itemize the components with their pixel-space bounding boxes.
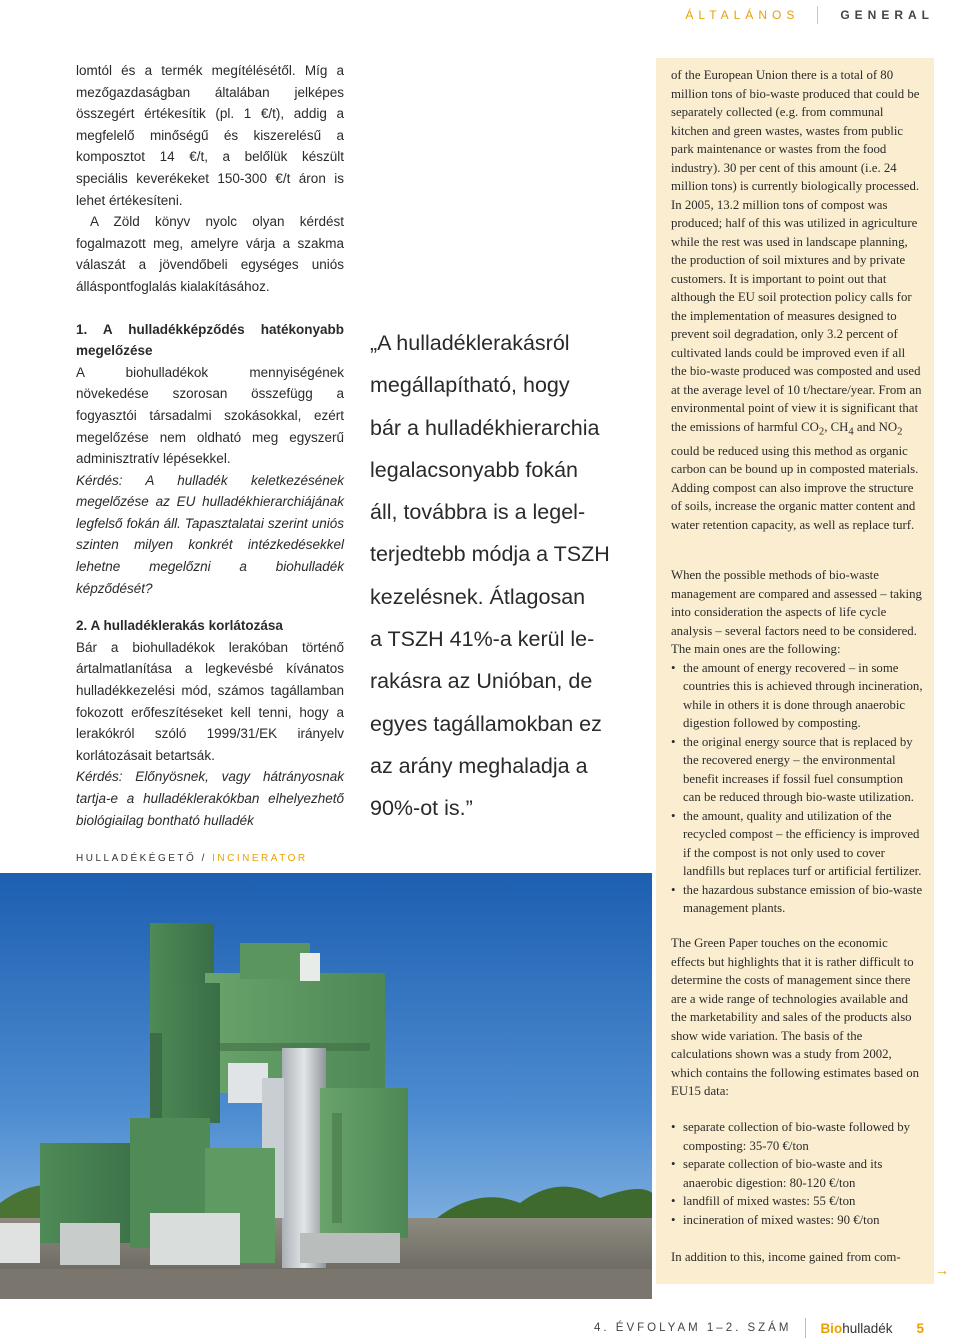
section-label-hu: ÁLTALÁNOS (685, 8, 800, 22)
list-item: • separate collection of bio-waste followed by composting: 35-70 €/ton (671, 1118, 923, 1155)
article-paragraph: A Zöld könyv nyolc olyan kérdést fogalmazott meg, amelyre várja a szakma válaszát a jövendőbeli egységes uniós álláspontfoglalás kialakításához. (76, 214, 344, 294)
pull-quote-line: áll, továbbra is a legel- (370, 500, 586, 525)
question-paragraph: Kérdés: Előnyösnek, vagy hátrányosnak tartja-e a hulladéklerakókban elhelyezhető biológiailag bontható hulladék (76, 769, 344, 828)
pull-quote-line: bár a hulladékhierarchia (370, 415, 600, 440)
article-paragraph: Bár a biohulladékok lerakóban történő ártalmatlanítása a legkevésbé kívánatos hulladékkezelési mód, számos tagállamban fokozott erőfeszítéseket kell tenni, hogy a lerakókról szóló 1999/31/EK irányelv korlátozásait betartsák. (76, 639, 344, 763)
list-item: • incineration of mixed wastes: 90 €/ton (671, 1211, 923, 1230)
continue-arrow-icon: → (935, 1262, 949, 1278)
pull-quote (370, 322, 640, 830)
pull-quote-line: kezelésnek. Átlagosan (370, 584, 586, 609)
sidebar-text: could be reduced using this method as organic carbon can be bound up in composted materials. Adding compost can also improve the structure of soils, increase the organic matter content and water retention capacity, as well as replace turf. (671, 443, 919, 532)
sidebar-text: and NO (853, 419, 898, 434)
sidebar-body-1 (671, 66, 923, 534)
issue-label: 4. ÉVFOLYAM 1–2. SZÁM (594, 1322, 792, 1334)
caption-en: INCINERATOR (212, 853, 308, 864)
header-divider (817, 6, 818, 24)
sidebar-paragraph: The Green Paper touches on the economic effects but highlights that it is rather difficult to determine the costs of management since there are a wide range of technologies available and the marketability and sales of the products also show wide variation. The basis of the calculations shown was a study from 2002, which contains the following estimates based on EU15 data: (671, 936, 920, 1098)
list-item: • the amount of energy recovered – in some countries this is achieved through incineration, while in others it is done through anaerobic digestion followed by composting. (671, 659, 923, 733)
section-heading: 1. A hulladékképződés hatékonyabb megelőzése (76, 321, 344, 359)
sidebar-paragraph: In addition to this, income gained from com- (671, 1250, 901, 1264)
pull-quote-line: terjedtebb módja a TSZH (370, 542, 610, 567)
pull-quote-line: „A hulladéklerakásról (370, 331, 570, 355)
pull-quote-line: egyes tagállamokban ez (370, 711, 602, 736)
page-footer (594, 1318, 924, 1338)
subscript-4: 4 (848, 426, 854, 438)
sidebar-body-5 (671, 1248, 923, 1267)
page-number: 5 (916, 1320, 924, 1336)
pull-quote-line: rakásra az Unióban, de (370, 669, 593, 694)
pull-quote-line: a TSZH 41%-a kerül le- (370, 627, 595, 652)
sidebar-text: , CH (824, 419, 849, 434)
caption-hu: HULLADÉKÉGETŐ (76, 853, 197, 864)
caption-separator: / (196, 853, 213, 864)
sidebar-body-4 (671, 1118, 923, 1229)
list-item: • the hazardous substance emission of bio-waste management plants. (671, 881, 923, 918)
sidebar-body-3 (671, 934, 923, 1101)
factor-list (671, 659, 923, 918)
photo-caption (76, 853, 308, 864)
brand-bio: Bio (820, 1320, 843, 1336)
pull-quote-line: legalacsonyabb fokán (370, 457, 578, 482)
pull-quote-line: megállapítható, hogy (370, 373, 570, 398)
incinerator-photo (0, 873, 652, 1299)
question-paragraph: Kérdés: A hulladék keletkezésének megelőzése az EU hulladékhierarchiájának legfelső fokán áll. Tapasztalatai szerint uniós szinten milyen konkrét intézkedésekkel lehetne megelőzni a biohulladék képződését? (76, 472, 344, 596)
footer-divider (805, 1318, 806, 1338)
english-sidebar (656, 58, 934, 1284)
section-heading: 2. A hulladéklerakás korlátozása (76, 618, 283, 634)
pull-quote-line: 90%-ot is.” (370, 796, 473, 821)
page-header (685, 6, 934, 24)
list-item: • landfill of mixed wastes: 55 €/ton (671, 1192, 923, 1211)
subscript-2: 2 (897, 426, 903, 438)
sidebar-text: of the European Union there is a total of 80 million tons of bio-waste produced that could be separately collected (e.g. from communal kitchen and green wastes, wastes from public park maintenance or wastes from the food industry). 30 per cent of this amount (i.e. 24 million tons) is currently biologically processed. In 2005, 13.2 million tons of compost was produced; half of this was utilized in agriculture while the rest was used in landscape planning, the production of soil mixtures and by private customers. It is important to point out that although the EU soil protection policy calls for the implementation of measures designed to prevent soil degradation, only 3.2 percent of cultivated lands could be improved even if all the bio-waste produced was composted and used at the average level of 10 t/hectare/year. From an environmental point of view it is significant that the emissions of harmful CO (671, 68, 922, 434)
list-item: • the original energy source that is replaced by the recovered energy – the environmental benefit increases if fossil fuel consumption can be reduced through bio-waste utilization. (671, 733, 923, 807)
section-label-en: GENERAL (840, 8, 934, 22)
cost-list (671, 1118, 923, 1229)
brand-name: hulladék (842, 1320, 893, 1336)
sidebar-paragraph (671, 66, 923, 534)
subscript-2: 2 (818, 426, 825, 438)
article-paragraph: lomtól és a termék megítélésétől. Míg a mezőgazdaságban általában jelképes összegért értékesítik (pl. 1 €/t), addig a megfelelő minőségű és kiszerelésű a komposztot 14 €/t, a belőlük készült speciális keverékeket 150-300 €/t áron is lehet értékesíteni. (76, 63, 344, 208)
hungarian-article-column (76, 60, 344, 831)
list-item: • separate collection of bio-waste and its anaerobic digestion: 80-120 €/ton (671, 1155, 923, 1192)
sidebar-body-2 (671, 566, 923, 918)
sidebar-paragraph: When the possible methods of bio-waste management are compared and assessed – taking into consideration the aspects of life cycle analysis – several factors need to be considered. The main ones are the following: (671, 568, 922, 656)
article-paragraph: A biohulladékok mennyiségének növekedése szorosan összefügg a fogyasztói társadalmi szokásokkal, ezért megelőzése nem oldható meg egyszerű adminisztratív lépésekkel. (76, 364, 344, 467)
pull-quote-line: az arány meghaladja a (370, 753, 588, 778)
list-item: • the amount, quality and utilization of the recycled compost – the efficiency is improved if the compost is not only used to cover landfills but replaces turf or artificial fertilizer. (671, 807, 923, 881)
